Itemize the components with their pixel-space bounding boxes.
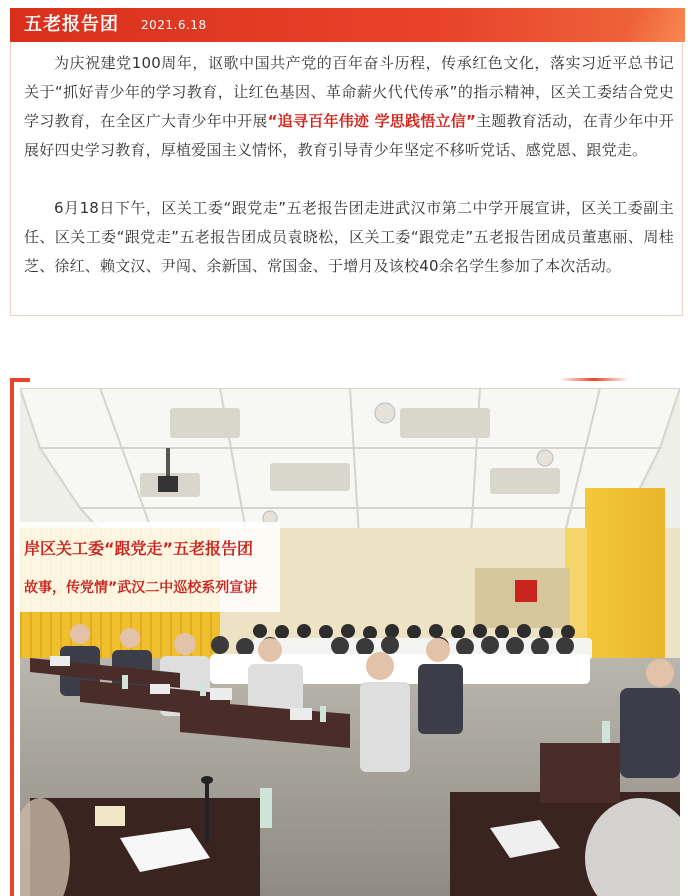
publish-date: 2021.6.18 — [141, 18, 207, 32]
event-photo — [20, 388, 680, 896]
paragraph-1-text-b: 主题教育活动，在青少年中开展好四史学习教育，厚植爱国主义情怀，教育引导青少年坚定不移听党话、感党恩、跟党走。 — [24, 112, 674, 159]
banner-line-2: 故事，传党情”武汉二中巡校系列宣讲 — [24, 580, 258, 596]
paragraph-1-text-a: 为庆祝建党100周年，讴歌中国共产党的百年奋斗历程，传承红色文化，落实习近平总书记关于“抓好青少年的学习教育，让红色基因、革命薪火代代传承”的指示精神，区关工委结合党史学习教育，在全区广大青少年中开展 — [24, 54, 674, 130]
article-paragraph-1 — [24, 49, 674, 165]
frame-right-accent — [559, 378, 629, 381]
article-body — [10, 42, 683, 316]
banner-line-1: 岸区关工委“跟党走”五老报告团 — [24, 539, 254, 558]
section-title: 五老报告团 — [24, 14, 119, 35]
photo-illustration — [20, 388, 680, 896]
frame-left-bar — [10, 378, 14, 896]
red-banner — [20, 522, 280, 612]
event-photo-frame — [10, 378, 685, 896]
party-emblem — [515, 580, 537, 602]
header-decoration — [615, 8, 685, 42]
section-header — [10, 8, 685, 42]
campaign-highlight: “追寻百年伟迹 学思践悟立信” — [267, 112, 477, 130]
article-paragraph-2: 6月18日下午，区关工委“跟党走”五老报告团走进武汉市第二中学开展宣讲，区关工委副主任、区关工委“跟党走”五老报告团成员袁晓松，区关工委“跟党走”五老报告团成员董惠丽、周桂芝、徐红、赖文汉、尹闯、余新国、常国金、于增月及该校40余名学生参加了本次活动。 — [24, 199, 674, 275]
frame-top-bar — [10, 378, 30, 382]
